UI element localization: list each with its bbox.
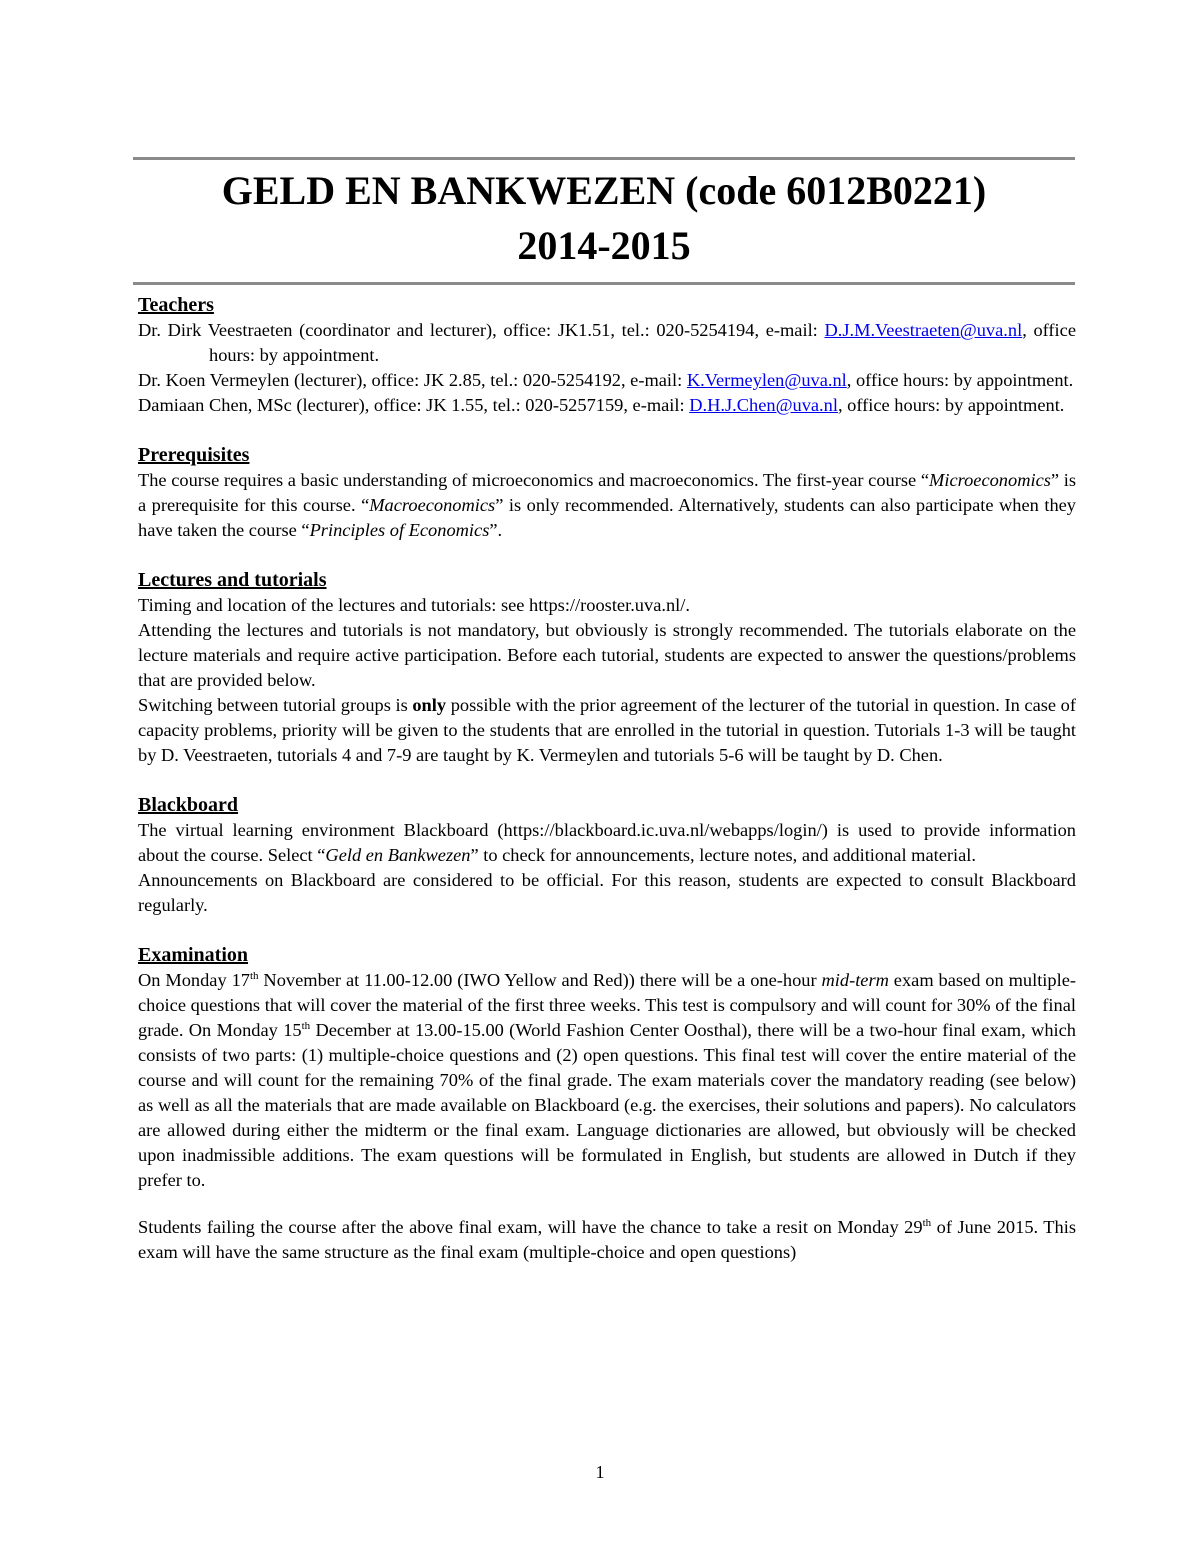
teacher-1-details: Dr. Dirk Veestraeten (coordinator and lecturer), office: JK1.51, tel.: 020-5254194, e-mail: xyxy=(138,320,825,340)
section-gap xyxy=(138,418,1076,442)
ordinal-suffix: th xyxy=(922,1216,932,1229)
switching-text-a: Switching between tutorial groups is xyxy=(138,695,413,715)
academic-year: 2014-2015 xyxy=(517,223,691,268)
section-gap xyxy=(138,768,1076,792)
teacher-veestraeten xyxy=(138,318,1076,368)
teacher-3-hours: , office hours: by appointment. xyxy=(837,395,1065,415)
examination-details xyxy=(138,968,1076,1193)
exam-text-d: December at 13.00-15.00 (World Fashion Center Oosthal), there will be a two-hour final exam, which consists of two parts: (1) multiple-choice questions and (2) open questions. This final test will cover the entire material of the course and will count for the remaining 70% of the final grade. The exam materials cover the mandatory reading (see below) as well as all the materials that are made available on Blackboard (e.g. the exercises, their solutions and papers). No calculators are allowed during either the midterm or the final exam. Language dictionaries are allowed, but obviously will be checked upon inadmissible additions. The exam questions will be formulated in English, but students are allowed in Dutch if they prefer to. xyxy=(138,1020,1076,1190)
course-name-geld: Geld en Bankwezen xyxy=(325,845,471,865)
email-link-veestraeten[interactable]: D.J.M.Veestraeten@uva.nl xyxy=(824,320,1023,340)
prereq-text-c: ” is only recommended. Alternatively, students can also participate when they have taken the course “ xyxy=(138,495,1076,540)
course-title: GELD EN BANKWEZEN (code 6012B0221) xyxy=(221,168,987,213)
teacher-2-hours: , office hours: by appointment. xyxy=(846,370,1074,390)
examination-resit xyxy=(138,1215,1076,1265)
prereq-text-b: ” is a prerequisite for this course. “ xyxy=(138,470,1076,515)
blackboard-heading: Blackboard xyxy=(138,794,239,816)
section-gap xyxy=(138,543,1076,567)
exam-text-a: On Monday 17 xyxy=(138,970,250,990)
lectures-heading: Lectures and tutorials xyxy=(138,569,327,591)
prerequisites-section xyxy=(138,442,1076,543)
lectures-switching xyxy=(138,693,1076,768)
title-rule-bottom xyxy=(133,282,1075,285)
blackboard-info xyxy=(138,818,1076,868)
lectures-timing: Timing and location of the lectures and tutorials: see https://rooster.uva.nl/. xyxy=(138,595,690,615)
lectures-section xyxy=(138,567,1076,768)
midterm-term: mid-term xyxy=(821,970,889,990)
switching-text-c: possible with the prior agreement of the lecturer of the tutorial in question. In case of capacity problems, priority will be given to the students that are enrolled in the tutorial in question. Tutorials 1-3 will be taught by D. Veestraeten, tutorials 4 and 7-9 are taught by K. Vermeylen and tutorials 5-6 will be taught by D. Chen. xyxy=(138,695,1076,765)
examination-heading: Examination xyxy=(138,944,249,966)
prereq-text-a: The course requires a basic understanding of microeconomics and macroeconomics. The first-year course “ xyxy=(138,470,930,490)
email-link-chen[interactable]: D.H.J.Chen@uva.nl xyxy=(689,395,838,415)
teacher-3-details: Damiaan Chen, MSc (lecturer), office: JK 1.55, tel.: 020-5257159, e-mail: xyxy=(138,395,690,415)
ordinal-suffix: th xyxy=(249,969,259,982)
blackboard-text-a: The virtual learning environment Blackboard (https://blackboard.ic.uva.nl/webapps/login/) is used to provide information about the course. Select “ xyxy=(138,820,1076,865)
prereq-text-d: ”. xyxy=(489,520,503,540)
paragraph-gap xyxy=(138,1193,1076,1215)
page-number: 1 xyxy=(595,1462,605,1482)
course-name-principles: Principles of Economics xyxy=(309,520,490,540)
teacher-chen xyxy=(138,393,1076,418)
blackboard-announcements: Announcements on Blackboard are considered to be official. For this reason, students are expected to consult Blackboard regularly. xyxy=(138,870,1076,915)
prerequisites-paragraph xyxy=(138,468,1076,543)
examination-section xyxy=(138,942,1076,1265)
resit-text-a: Students failing the course after the above final exam, will have the chance to take a resit on Monday 29 xyxy=(138,1217,923,1237)
email-link-vermeylen[interactable]: K.Vermeylen@uva.nl xyxy=(686,370,847,390)
teacher-2-details: Dr. Koen Vermeylen (lecturer), office: JK 2.85, tel.: 020-5254192, e-mail: xyxy=(138,370,687,390)
blackboard-text-b: ” to check for announcements, lecture notes, and additional material. xyxy=(470,845,977,865)
teacher-1-hours: , office hours: by appointment. xyxy=(209,320,1076,365)
switching-emphasis: only xyxy=(412,695,447,715)
lectures-attendance: Attending the lectures and tutorials is not mandatory, but obviously is strongly recommended. The tutorials elaborate on the lecture materials and require active participation. Before each tutorial, students are expected to answer the questions/problems that are provided below. xyxy=(138,620,1076,690)
teachers-section xyxy=(138,292,1076,418)
prerequisites-heading: Prerequisites xyxy=(138,444,250,466)
document-body xyxy=(138,292,1076,1265)
ordinal-suffix: th xyxy=(301,1019,311,1032)
exam-text-c: exam based on multiple-choice questions that will cover the material of the first three weeks. This test is compulsory and will count for 30% of the final grade. On Monday 15 xyxy=(138,970,1077,1040)
blackboard-section xyxy=(138,792,1076,918)
resit-text-b: of June 2015. This exam will have the same structure as the final exam (multiple-choice and open questions) xyxy=(138,1217,1076,1262)
teacher-vermeylen xyxy=(138,368,1076,393)
course-name-macroeconomics: Macroeconomics xyxy=(369,495,496,515)
course-name-microeconomics: Microeconomics xyxy=(929,470,1051,490)
teachers-heading: Teachers xyxy=(138,294,214,316)
exam-text-b: November at 11.00-12.00 (IWO Yellow and Red)) there will be a one-hour xyxy=(258,970,822,990)
section-gap xyxy=(138,918,1076,942)
title-rule-top xyxy=(133,157,1075,160)
